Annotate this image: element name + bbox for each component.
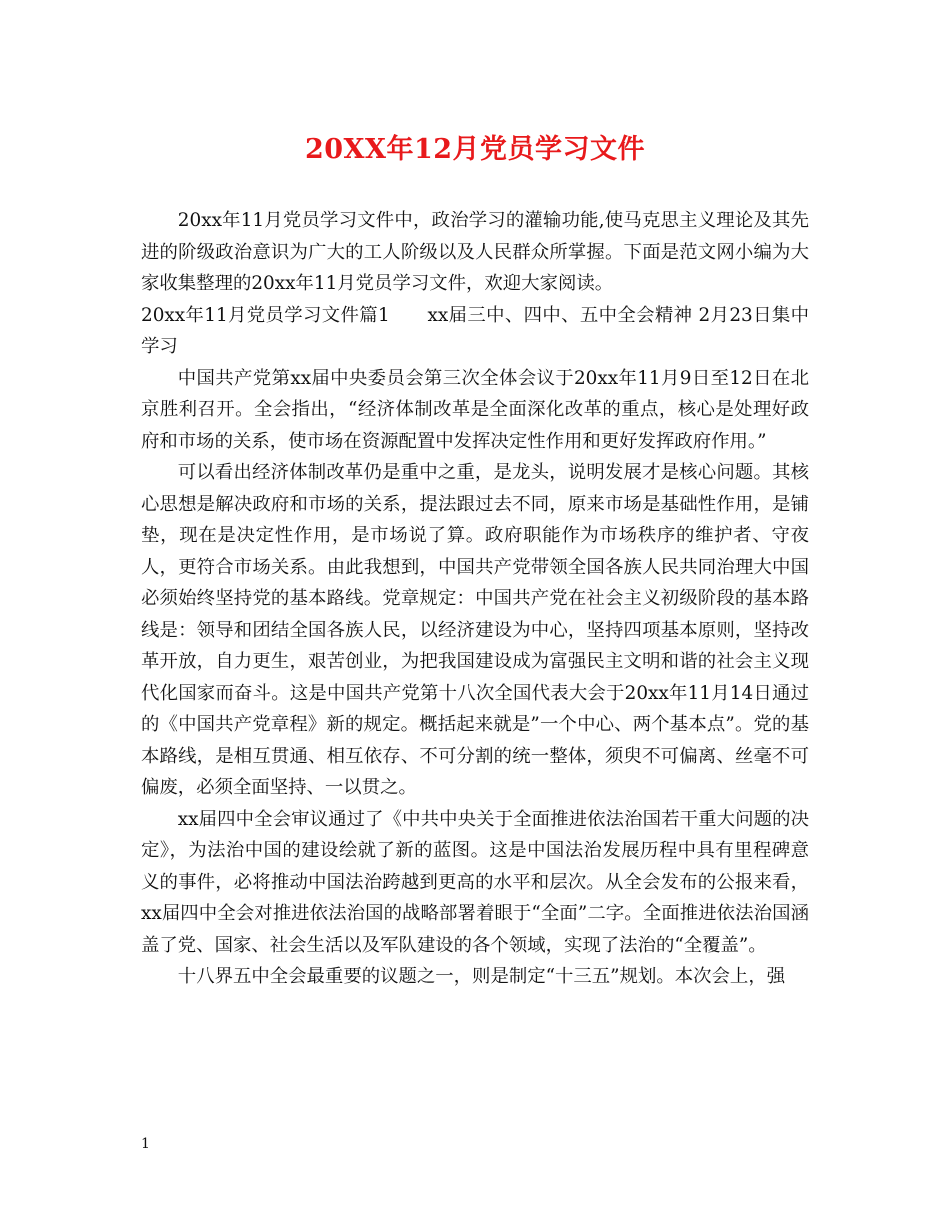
document-title: 20XX年12月党员学习文件	[304, 134, 646, 165]
document-body	[141, 205, 809, 993]
paragraph-section-heading: 20xx年11月党员学习文件篇1 xx届三中、四中、五中全会精神 2月23日集中学习	[141, 304, 809, 357]
paragraph-fifth-plenum: 十八界五中全会最重要的议题之一，则是制定“十三五”规划。本次会上，强	[177, 966, 786, 987]
paragraph-economic-reform: 可以看出经济体制改革仍是重中之重，是龙头，说明发展才是核心问题。其核心思想是解决政府和市场的关系，提法跟过去不同，原来市场是基础性作用，是铺垫，现在是决定性作用，是市场说了算。政府职能作为市场秩序的维护者、守夜人，更符合市场关系。由此我想到，中国共产党带领全国各族人民共同治理大中国必须始终坚持党的基本路线。党章规定：中国共产党在社会主义初级阶段的基本路线是：领导和团结全国各族人民，以经济建设为中心，坚持四项基本原则，坚持改革开放，自力更生，艰苦创业，为把我国建设成为富强民主文明和谐的社会主义现代化国家而奋斗。这是中国共产党第十八次全国代表大会于20xx年11月14日通过的《中国共产党章程》新的规定。概括起来就是”一个中心、两个基本点”。党的基本路线，是相互贯通、相互依存、不可分割的统一整体，须臾不可偏离、丝毫不可偏废，必须全面坚持、一以贯之。	[141, 462, 809, 798]
paragraph-intro: 20xx年11月党员学习文件中，政治学习的灌输功能,使马克思主义理论及其先进的阶级政治意识为广大的工人阶级以及人民群众所掌握。下面是范文网小编为大家收集整理的20xx年11月党员学习文件，欢迎大家阅读。	[141, 210, 809, 294]
paragraph-third-plenum: 中国共产党第xx届中央委员会第三次全体会议于20xx年11月9日至12日在北京胜利召开。全会指出，“经济体制改革是全面深化改革的重点，核心是处理好政府和市场的关系，使市场在资源配置中发挥决定性作用和更好发挥政府作用。”	[141, 367, 809, 452]
paragraph-fourth-plenum: xx届四中全会审议通过了《中共中央关于全面推进依法治国若干重大问题的决定》，为法治中国的建设绘就了新的蓝图。这是中国法治发展历程中具有里程碑意义的事件，必将推动中国法治跨越到更高的水平和层次。从全会发布的公报来看，xx届四中全会对推进依法治国的战略部署着眼于“全面”二字。全面推进依法治国涵盖了党、国家、社会生活以及军队建设的各个领域，实现了法治的“全覆盖”。	[141, 808, 809, 956]
page-number: 1	[141, 1136, 150, 1152]
